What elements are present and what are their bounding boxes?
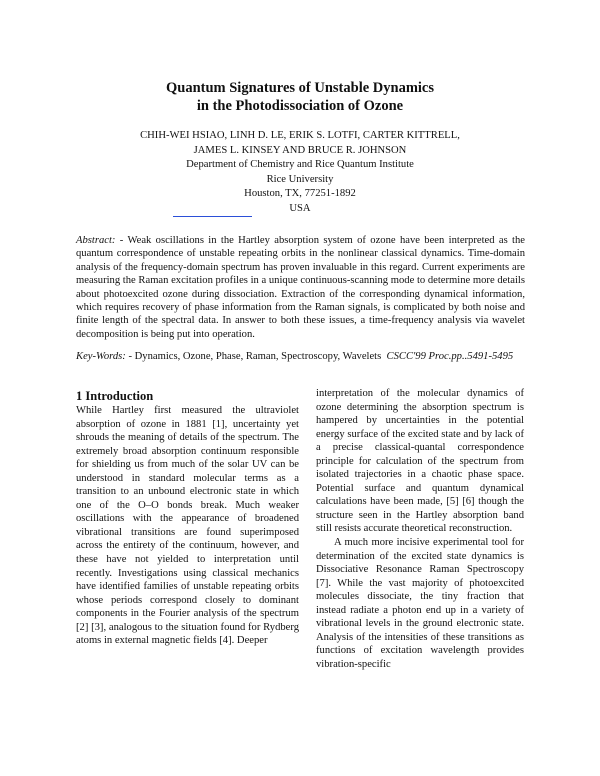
separator-rule [173,216,252,217]
abstract-label: Abstract: [76,235,116,246]
author-block [0,129,600,217]
affiliation-line2: Rice University [266,173,334,185]
keywords-label: Key-Words: [76,351,126,362]
left-column [76,404,299,648]
authors-line2: JAMES L. KINSEY AND BRUCE R. JOHNSON [193,144,407,156]
paper-title-line1: Quantum Signatures of Unstable Dynamics [165,80,435,96]
citation: CSCC'99 Proc.pp..5491-5495 [386,351,514,362]
affiliation-line1: Department of Chemistry and Rice Quantum Institute [186,159,414,171]
section-title: 1 Introduction [76,389,154,403]
abstract-text: - Weak oscillations in the Hartley absorption system of ozone have been interpreted as the quantum correspondence of unstable repeating orbits in the nonlinear classical dynamics. Time-domain analysis of the frequency-domain spectrum has proven invaluable in this regard. Current experiments are measuring the Raman excitation profiles in a unique continuous-scanning mode to determine more details about photoexcited ozone during dissociation. Extraction of the corresponding dynamical information, which requires recovery of phase information from the Raman signals, is complicated by both noise and finite length of the spectral data. In answer to both these issues, a time-frequency analysis via wavelet decomposition is being put into operation. [76,235,525,340]
intro-paragraph-3: A much more incisive experimental tool for determination of the excited state dynamics is Dissociative Resonance Raman Spectroscopy [7]. While the vast majority of photoexcited molecules dissociate, the tiny fraction that instead radiate a photon end up in a variety of vibrational levels in the ground electronic state. Analysis of the intensities of these transitions as functions of excitation wavelength provides vibration-specific [316,537,524,670]
intro-paragraph-2: interpretation of the molecular dynamics of ozone determining the absorption spectrum is hampered by uncertainties in the potential energy surface of the excited state and by lack of a precise classical-quantal correspondence principle for calculation of the spectrum from isolated trajectories in a chaotic phase space. Potential surface and quantum dynamical calculations have been made, [5] [6] though the structure seen in the Hartley absorption band still resists accurate theoretical reconstruction. [316,388,524,535]
abstract [76,234,525,341]
paper-title-line2: in the Photodissociation of Ozone [196,98,404,114]
keywords-text: - Dynamics, Ozone, Phase, Raman, Spectroscopy, Wavelets [128,351,382,362]
affiliation-line4: USA [289,202,311,214]
authors-line1: CHIH-WEI HSIAO, LINH D. LE, ERIK S. LOTFI, CARTER KITTRELL, [140,130,460,141]
intro-paragraph-1: While Hartley first measured the ultraviolet absorption of ozone in 1881 [1], uncertainty yet shrouds the meaning of details of the spectrum. The extremely broad absorption continuum responsible for shielding us from much of the solar UV can be understood in standard molecular terms as a transition to an unbound electronic state in which one of the O–O bonds break. Much weaker oscillations with the appearance of broadened vibrational transitions are found superimposed across the entirety of the continuum, however, and these have not yielded to interpretation until recently. Investigations using classical mechanics have identified families of unstable repeating orbits whose periods correspond closely to dominant components in the Fourier analysis of the spectrum [2] [3], analogous to the situation found for Rydberg atoms in external magnetic fields [4]. Deeper [76,405,299,647]
right-column [316,387,524,671]
affiliation-line3: Houston, TX, 77251-1892 [244,188,356,200]
keywords [76,350,546,363]
